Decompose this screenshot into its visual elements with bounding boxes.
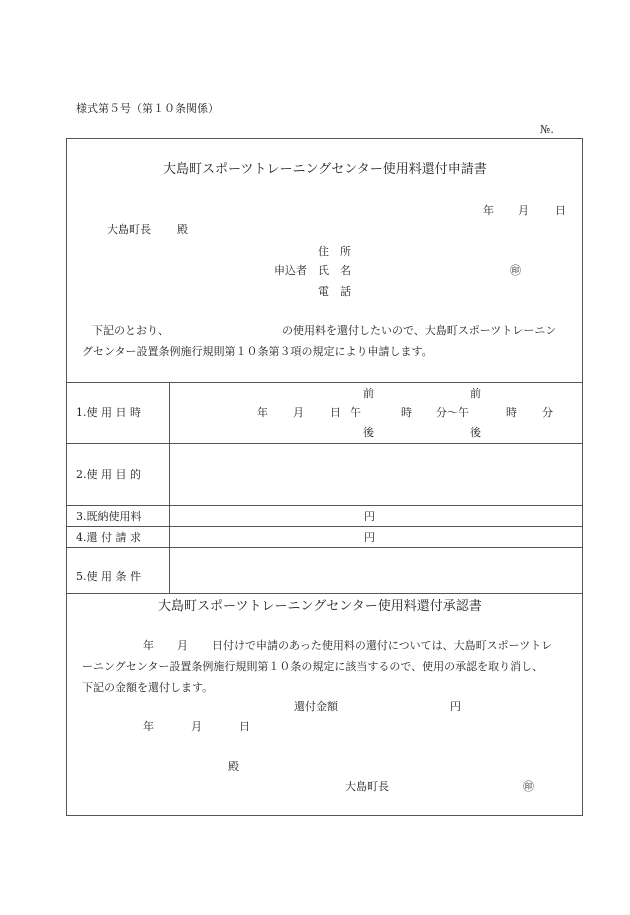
row-rule-4 <box>66 547 583 548</box>
app-date-year: 年 <box>483 204 494 217</box>
use-month: 月 <box>293 406 304 419</box>
approval-date-year: 年 <box>143 720 154 733</box>
approval-date-month: 月 <box>191 720 202 733</box>
form-frame <box>66 138 583 816</box>
approval-date-day: 日 <box>239 720 250 733</box>
label-column-rule <box>169 382 170 593</box>
use-day: 日 <box>330 406 341 419</box>
end-minute: 分 <box>542 406 553 419</box>
phone-label: 電 話 <box>318 285 351 298</box>
row-label-paid-fee: 3.既納使用料 <box>76 510 142 523</box>
approval-body-year: 年 <box>143 639 154 652</box>
start-mae: 前 <box>363 387 374 400</box>
row-label-conditions: 5.使 用 条 件 <box>76 570 141 583</box>
app-body-line1-a: 下記のとおり、 <box>92 324 169 337</box>
form-number: 様式第５号（第１０条関係） <box>76 102 219 115</box>
row-rule-2 <box>66 505 583 506</box>
approval-title: 大島町スポーツトレーニングセンター使用料還付承認書 <box>158 599 482 614</box>
refund-amount-yen: 円 <box>450 700 461 713</box>
end-go: 午 <box>458 406 469 419</box>
no-label: №. <box>540 123 554 136</box>
name-label: 氏 名 <box>318 264 351 277</box>
row-label-datetime: 1.使 用 日 時 <box>76 406 141 419</box>
table-bottom-rule <box>66 593 583 594</box>
app-body-line2: グセンター設置条例施行規則第１０条第３項の規定により申請します。 <box>82 345 433 358</box>
addressee-honorific: 殿 <box>177 223 188 236</box>
row-rule-1 <box>66 443 583 444</box>
approval-body-month: 月 <box>177 639 188 652</box>
application-title: 大島町スポーツトレーニングセンター使用料還付申請書 <box>163 162 487 177</box>
approval-body-line3: 下記の金額を還付します。 <box>82 681 214 694</box>
approval-honorific: 殿 <box>228 760 239 773</box>
addressee: 大島町長 <box>107 223 151 236</box>
end-mae: 前 <box>470 387 481 400</box>
applicant-seal: ㊞ <box>510 264 521 277</box>
app-date-day: 日 <box>555 204 566 217</box>
start-ato: 後 <box>363 426 374 439</box>
refund-amount-label: 還付金額 <box>294 700 338 713</box>
app-date-month: 月 <box>518 204 529 217</box>
refund-request-yen: 円 <box>364 531 375 544</box>
approval-body-line1: 日付けで申請のあった使用料の還付については、大島町スポーツトレ <box>212 639 553 652</box>
row-label-purpose: 2.使 用 目 的 <box>76 468 141 481</box>
row-rule-3 <box>66 526 583 527</box>
use-year: 年 <box>257 406 268 419</box>
start-hour: 時 <box>401 406 412 419</box>
row-label-refund-request: 4.還 付 請 求 <box>76 531 141 544</box>
start-minute-tilde: 分〜 <box>436 406 458 419</box>
approval-mayor: 大島町長 <box>345 780 389 793</box>
address-label: 住 所 <box>318 245 351 258</box>
applicant-label: 申込者 <box>274 264 307 277</box>
end-ato: 後 <box>470 426 481 439</box>
approval-body-line2: ーニングセンター設置条例施行規則第１０条の規定に該当するので、使用の承認を取り消し、 <box>82 660 544 673</box>
start-go: 午 <box>350 406 361 419</box>
approval-seal: ㊞ <box>523 780 534 793</box>
end-hour: 時 <box>506 406 517 419</box>
paid-fee-yen: 円 <box>364 510 375 523</box>
app-body-line1-b: の使用料を還付したいので、大島町スポーツトレーニン <box>282 324 557 337</box>
table-top-rule <box>66 382 583 383</box>
